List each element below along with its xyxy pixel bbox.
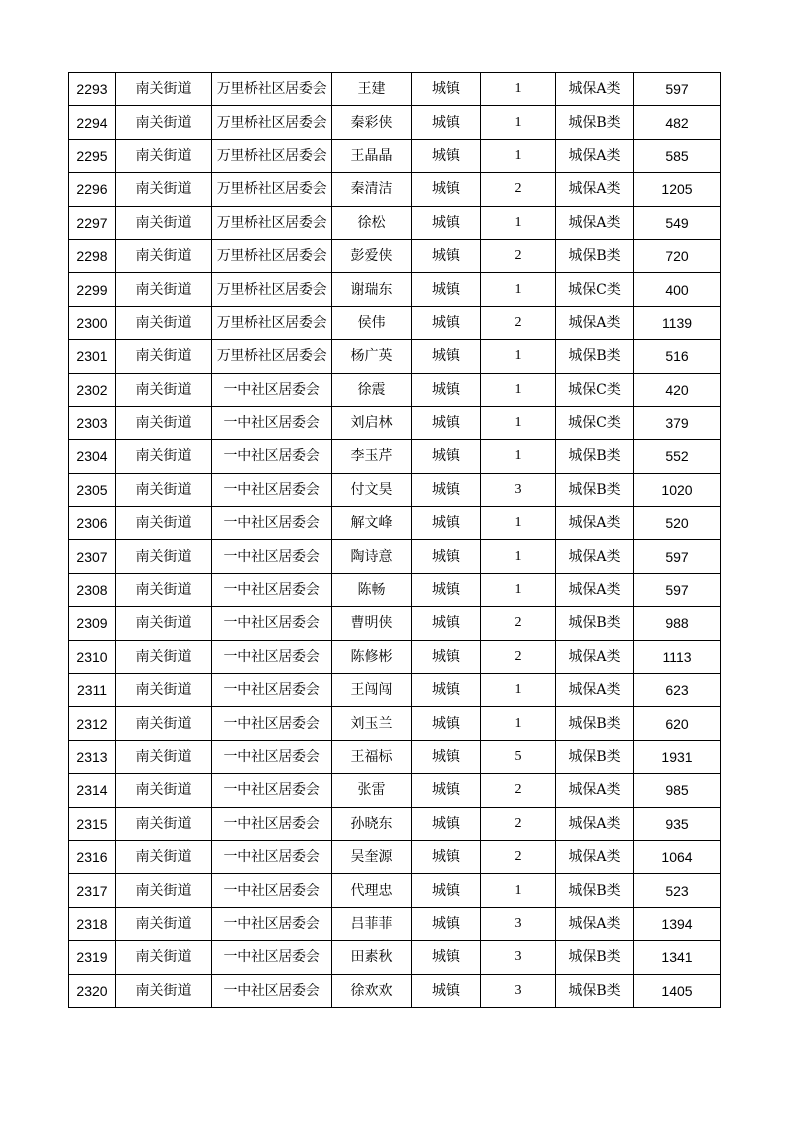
- person-name-cell: 徐欢欢: [332, 974, 412, 1007]
- benefit-category-cell: 城保B类: [556, 440, 634, 473]
- benefit-amount-cell: 620: [634, 707, 721, 740]
- record-id-cell: 2310: [69, 640, 116, 673]
- street-name-cell: 南关街道: [116, 640, 212, 673]
- benefit-amount-cell: 1139: [634, 306, 721, 339]
- benefit-amount-cell: 1405: [634, 974, 721, 1007]
- person-name-cell: 吕菲菲: [332, 907, 412, 940]
- table-row: [69, 139, 721, 172]
- table-row: [69, 573, 721, 606]
- household-count-cell: 5: [481, 740, 556, 773]
- street-name-cell: 南关街道: [116, 941, 212, 974]
- table-row: [69, 507, 721, 540]
- household-count-cell: 1: [481, 573, 556, 606]
- record-id-cell: 2319: [69, 941, 116, 974]
- street-name-cell: 南关街道: [116, 440, 212, 473]
- area-type-cell: 城镇: [412, 473, 481, 506]
- community-name-cell: 一中社区居委会: [212, 740, 332, 773]
- record-id-cell: 2313: [69, 740, 116, 773]
- area-type-cell: 城镇: [412, 874, 481, 907]
- community-name-cell: 一中社区居委会: [212, 774, 332, 807]
- table-row: [69, 173, 721, 206]
- area-type-cell: 城镇: [412, 540, 481, 573]
- record-id-cell: 2299: [69, 273, 116, 306]
- person-name-cell: 王福标: [332, 740, 412, 773]
- street-name-cell: 南关街道: [116, 373, 212, 406]
- household-count-cell: 2: [481, 774, 556, 807]
- benefit-category-cell: 城保A类: [556, 306, 634, 339]
- table-row: [69, 840, 721, 873]
- area-type-cell: 城镇: [412, 740, 481, 773]
- area-type-cell: 城镇: [412, 774, 481, 807]
- household-count-cell: 1: [481, 507, 556, 540]
- area-type-cell: 城镇: [412, 239, 481, 272]
- benefit-amount-cell: 552: [634, 440, 721, 473]
- area-type-cell: 城镇: [412, 674, 481, 707]
- area-type-cell: 城镇: [412, 440, 481, 473]
- community-name-cell: 一中社区居委会: [212, 406, 332, 439]
- table-row: [69, 607, 721, 640]
- table-row: [69, 674, 721, 707]
- household-count-cell: 1: [481, 406, 556, 439]
- street-name-cell: 南关街道: [116, 206, 212, 239]
- person-name-cell: 刘玉兰: [332, 707, 412, 740]
- household-count-cell: 1: [481, 674, 556, 707]
- household-count-cell: 3: [481, 941, 556, 974]
- record-id-cell: 2303: [69, 406, 116, 439]
- community-name-cell: 一中社区居委会: [212, 507, 332, 540]
- benefit-category-cell: 城保C类: [556, 373, 634, 406]
- street-name-cell: 南关街道: [116, 907, 212, 940]
- street-name-cell: 南关街道: [116, 340, 212, 373]
- street-name-cell: 南关街道: [116, 974, 212, 1007]
- benefit-category-cell: 城保B类: [556, 974, 634, 1007]
- benefit-amount-cell: 379: [634, 406, 721, 439]
- benefit-category-cell: 城保A类: [556, 507, 634, 540]
- street-name-cell: 南关街道: [116, 840, 212, 873]
- benefit-amount-cell: 623: [634, 674, 721, 707]
- community-name-cell: 万里桥社区居委会: [212, 173, 332, 206]
- street-name-cell: 南关街道: [116, 139, 212, 172]
- household-count-cell: 1: [481, 73, 556, 106]
- record-id-cell: 2302: [69, 373, 116, 406]
- street-name-cell: 南关街道: [116, 106, 212, 139]
- benefit-amount-cell: 597: [634, 573, 721, 606]
- street-name-cell: 南关街道: [116, 273, 212, 306]
- table-row: [69, 273, 721, 306]
- community-name-cell: 一中社区居委会: [212, 907, 332, 940]
- area-type-cell: 城镇: [412, 941, 481, 974]
- benefit-category-cell: 城保A类: [556, 807, 634, 840]
- street-name-cell: 南关街道: [116, 774, 212, 807]
- table-row: [69, 874, 721, 907]
- area-type-cell: 城镇: [412, 974, 481, 1007]
- person-name-cell: 解文峰: [332, 507, 412, 540]
- person-name-cell: 徐震: [332, 373, 412, 406]
- community-name-cell: 万里桥社区居委会: [212, 239, 332, 272]
- community-name-cell: 一中社区居委会: [212, 941, 332, 974]
- benefit-amount-cell: 597: [634, 73, 721, 106]
- community-name-cell: 一中社区居委会: [212, 840, 332, 873]
- street-name-cell: 南关街道: [116, 507, 212, 540]
- area-type-cell: 城镇: [412, 206, 481, 239]
- person-name-cell: 代理忠: [332, 874, 412, 907]
- household-count-cell: 2: [481, 239, 556, 272]
- community-name-cell: 一中社区居委会: [212, 573, 332, 606]
- benefit-amount-cell: 549: [634, 206, 721, 239]
- table-row: [69, 907, 721, 940]
- street-name-cell: 南关街道: [116, 573, 212, 606]
- person-name-cell: 孙晓东: [332, 807, 412, 840]
- community-name-cell: 万里桥社区居委会: [212, 306, 332, 339]
- benefit-amount-cell: 400: [634, 273, 721, 306]
- household-count-cell: 3: [481, 473, 556, 506]
- community-name-cell: 一中社区居委会: [212, 674, 332, 707]
- area-type-cell: 城镇: [412, 139, 481, 172]
- street-name-cell: 南关街道: [116, 173, 212, 206]
- household-count-cell: 2: [481, 306, 556, 339]
- community-name-cell: 一中社区居委会: [212, 473, 332, 506]
- benefit-amount-cell: 420: [634, 373, 721, 406]
- benefit-amount-cell: 988: [634, 607, 721, 640]
- table-row: [69, 540, 721, 573]
- person-name-cell: 田素秋: [332, 941, 412, 974]
- benefit-category-cell: 城保A类: [556, 139, 634, 172]
- benefit-category-cell: 城保B类: [556, 239, 634, 272]
- table-row: [69, 106, 721, 139]
- person-name-cell: 侯伟: [332, 306, 412, 339]
- community-name-cell: 一中社区居委会: [212, 373, 332, 406]
- table-row: [69, 707, 721, 740]
- benefit-category-cell: 城保A类: [556, 206, 634, 239]
- household-count-cell: 1: [481, 540, 556, 573]
- benefit-category-cell: 城保B类: [556, 740, 634, 773]
- area-type-cell: 城镇: [412, 573, 481, 606]
- person-name-cell: 李玉芹: [332, 440, 412, 473]
- record-id-cell: 2311: [69, 674, 116, 707]
- person-name-cell: 陈修彬: [332, 640, 412, 673]
- benefit-amount-cell: 720: [634, 239, 721, 272]
- person-name-cell: 陶诗意: [332, 540, 412, 573]
- benefit-category-cell: 城保B类: [556, 607, 634, 640]
- person-name-cell: 张雷: [332, 774, 412, 807]
- street-name-cell: 南关街道: [116, 874, 212, 907]
- record-id-cell: 2298: [69, 239, 116, 272]
- record-id-cell: 2305: [69, 473, 116, 506]
- table-row: [69, 306, 721, 339]
- benefit-category-cell: 城保A类: [556, 774, 634, 807]
- person-name-cell: 杨广英: [332, 340, 412, 373]
- record-id-cell: 2317: [69, 874, 116, 907]
- street-name-cell: 南关街道: [116, 406, 212, 439]
- person-name-cell: 吴奎源: [332, 840, 412, 873]
- community-name-cell: 万里桥社区居委会: [212, 106, 332, 139]
- household-count-cell: 1: [481, 106, 556, 139]
- area-type-cell: 城镇: [412, 807, 481, 840]
- record-id-cell: 2306: [69, 507, 116, 540]
- household-count-cell: 1: [481, 373, 556, 406]
- benefit-amount-cell: 935: [634, 807, 721, 840]
- table-row: [69, 774, 721, 807]
- record-id-cell: 2301: [69, 340, 116, 373]
- area-type-cell: 城镇: [412, 840, 481, 873]
- area-type-cell: 城镇: [412, 340, 481, 373]
- benefit-amount-cell: 1341: [634, 941, 721, 974]
- record-id-cell: 2293: [69, 73, 116, 106]
- area-type-cell: 城镇: [412, 406, 481, 439]
- area-type-cell: 城镇: [412, 306, 481, 339]
- benefit-category-cell: 城保B类: [556, 340, 634, 373]
- table-row: [69, 640, 721, 673]
- benefit-amount-cell: 1113: [634, 640, 721, 673]
- community-name-cell: 一中社区居委会: [212, 540, 332, 573]
- benefit-category-cell: 城保A类: [556, 173, 634, 206]
- person-name-cell: 秦清洁: [332, 173, 412, 206]
- record-id-cell: 2312: [69, 707, 116, 740]
- table-row: [69, 473, 721, 506]
- street-name-cell: 南关街道: [116, 740, 212, 773]
- benefit-amount-cell: 985: [634, 774, 721, 807]
- table-row: [69, 941, 721, 974]
- area-type-cell: 城镇: [412, 73, 481, 106]
- record-id-cell: 2295: [69, 139, 116, 172]
- benefit-amount-cell: 516: [634, 340, 721, 373]
- record-id-cell: 2296: [69, 173, 116, 206]
- household-count-cell: 2: [481, 640, 556, 673]
- benefit-category-cell: 城保A类: [556, 674, 634, 707]
- benefit-amount-cell: 520: [634, 507, 721, 540]
- table-row: [69, 373, 721, 406]
- benefit-amount-cell: 523: [634, 874, 721, 907]
- table-row: [69, 740, 721, 773]
- table-row: [69, 206, 721, 239]
- person-name-cell: 谢瑞东: [332, 273, 412, 306]
- record-id-cell: 2300: [69, 306, 116, 339]
- person-name-cell: 徐松: [332, 206, 412, 239]
- benefit-category-cell: 城保B类: [556, 106, 634, 139]
- community-name-cell: 一中社区居委会: [212, 974, 332, 1007]
- area-type-cell: 城镇: [412, 607, 481, 640]
- street-name-cell: 南关街道: [116, 674, 212, 707]
- street-name-cell: 南关街道: [116, 239, 212, 272]
- household-count-cell: 1: [481, 440, 556, 473]
- community-name-cell: 万里桥社区居委会: [212, 73, 332, 106]
- community-name-cell: 一中社区居委会: [212, 440, 332, 473]
- record-id-cell: 2294: [69, 106, 116, 139]
- benefit-category-cell: 城保B类: [556, 707, 634, 740]
- table-row: [69, 239, 721, 272]
- benefit-amount-cell: 1020: [634, 473, 721, 506]
- table-row: [69, 807, 721, 840]
- benefit-category-cell: 城保B类: [556, 473, 634, 506]
- benefit-category-cell: 城保A类: [556, 907, 634, 940]
- person-name-cell: 秦彩侠: [332, 106, 412, 139]
- community-name-cell: 万里桥社区居委会: [212, 139, 332, 172]
- benefit-category-cell: 城保A类: [556, 640, 634, 673]
- benefit-amount-cell: 482: [634, 106, 721, 139]
- household-count-cell: 3: [481, 974, 556, 1007]
- area-type-cell: 城镇: [412, 507, 481, 540]
- area-type-cell: 城镇: [412, 373, 481, 406]
- street-name-cell: 南关街道: [116, 540, 212, 573]
- benefit-category-cell: 城保C类: [556, 273, 634, 306]
- benefit-category-cell: 城保B类: [556, 941, 634, 974]
- community-name-cell: 一中社区居委会: [212, 707, 332, 740]
- table-row: [69, 73, 721, 106]
- benefit-amount-cell: 1205: [634, 173, 721, 206]
- benefit-category-cell: 城保A类: [556, 573, 634, 606]
- area-type-cell: 城镇: [412, 106, 481, 139]
- street-name-cell: 南关街道: [116, 807, 212, 840]
- record-id-cell: 2320: [69, 974, 116, 1007]
- benefit-amount-cell: 585: [634, 139, 721, 172]
- street-name-cell: 南关街道: [116, 473, 212, 506]
- record-id-cell: 2315: [69, 807, 116, 840]
- community-name-cell: 万里桥社区居委会: [212, 340, 332, 373]
- person-name-cell: 王建: [332, 73, 412, 106]
- record-id-cell: 2304: [69, 440, 116, 473]
- table-row: [69, 974, 721, 1007]
- community-name-cell: 一中社区居委会: [212, 874, 332, 907]
- person-name-cell: 刘启林: [332, 406, 412, 439]
- roster-table: [68, 72, 721, 1008]
- household-count-cell: 1: [481, 874, 556, 907]
- street-name-cell: 南关街道: [116, 607, 212, 640]
- person-name-cell: 王闯闯: [332, 674, 412, 707]
- record-id-cell: 2307: [69, 540, 116, 573]
- roster-body: [69, 73, 721, 1008]
- area-type-cell: 城镇: [412, 640, 481, 673]
- benefit-amount-cell: 597: [634, 540, 721, 573]
- record-id-cell: 2309: [69, 607, 116, 640]
- benefit-category-cell: 城保B类: [556, 874, 634, 907]
- table-row: [69, 406, 721, 439]
- benefit-category-cell: 城保A类: [556, 540, 634, 573]
- person-name-cell: 彭爱侠: [332, 239, 412, 272]
- community-name-cell: 一中社区居委会: [212, 640, 332, 673]
- street-name-cell: 南关街道: [116, 707, 212, 740]
- community-name-cell: 万里桥社区居委会: [212, 206, 332, 239]
- record-id-cell: 2297: [69, 206, 116, 239]
- benefit-amount-cell: 1064: [634, 840, 721, 873]
- community-name-cell: 万里桥社区居委会: [212, 273, 332, 306]
- person-name-cell: 付文昊: [332, 473, 412, 506]
- benefit-category-cell: 城保C类: [556, 406, 634, 439]
- benefit-amount-cell: 1394: [634, 907, 721, 940]
- household-count-cell: 1: [481, 707, 556, 740]
- household-count-cell: 2: [481, 840, 556, 873]
- household-count-cell: 3: [481, 907, 556, 940]
- street-name-cell: 南关街道: [116, 73, 212, 106]
- record-id-cell: 2308: [69, 573, 116, 606]
- street-name-cell: 南关街道: [116, 306, 212, 339]
- record-id-cell: 2318: [69, 907, 116, 940]
- record-id-cell: 2314: [69, 774, 116, 807]
- person-name-cell: 王晶晶: [332, 139, 412, 172]
- household-count-cell: 2: [481, 173, 556, 206]
- household-count-cell: 1: [481, 206, 556, 239]
- household-count-cell: 1: [481, 139, 556, 172]
- household-count-cell: 2: [481, 807, 556, 840]
- table-row: [69, 440, 721, 473]
- household-count-cell: 1: [481, 273, 556, 306]
- table-row: [69, 340, 721, 373]
- area-type-cell: 城镇: [412, 173, 481, 206]
- community-name-cell: 一中社区居委会: [212, 607, 332, 640]
- household-count-cell: 1: [481, 340, 556, 373]
- benefit-amount-cell: 1931: [634, 740, 721, 773]
- person-name-cell: 陈畅: [332, 573, 412, 606]
- area-type-cell: 城镇: [412, 707, 481, 740]
- person-name-cell: 曹明侠: [332, 607, 412, 640]
- area-type-cell: 城镇: [412, 907, 481, 940]
- household-count-cell: 2: [481, 607, 556, 640]
- community-name-cell: 一中社区居委会: [212, 807, 332, 840]
- record-id-cell: 2316: [69, 840, 116, 873]
- benefit-category-cell: 城保A类: [556, 840, 634, 873]
- area-type-cell: 城镇: [412, 273, 481, 306]
- benefit-category-cell: 城保A类: [556, 73, 634, 106]
